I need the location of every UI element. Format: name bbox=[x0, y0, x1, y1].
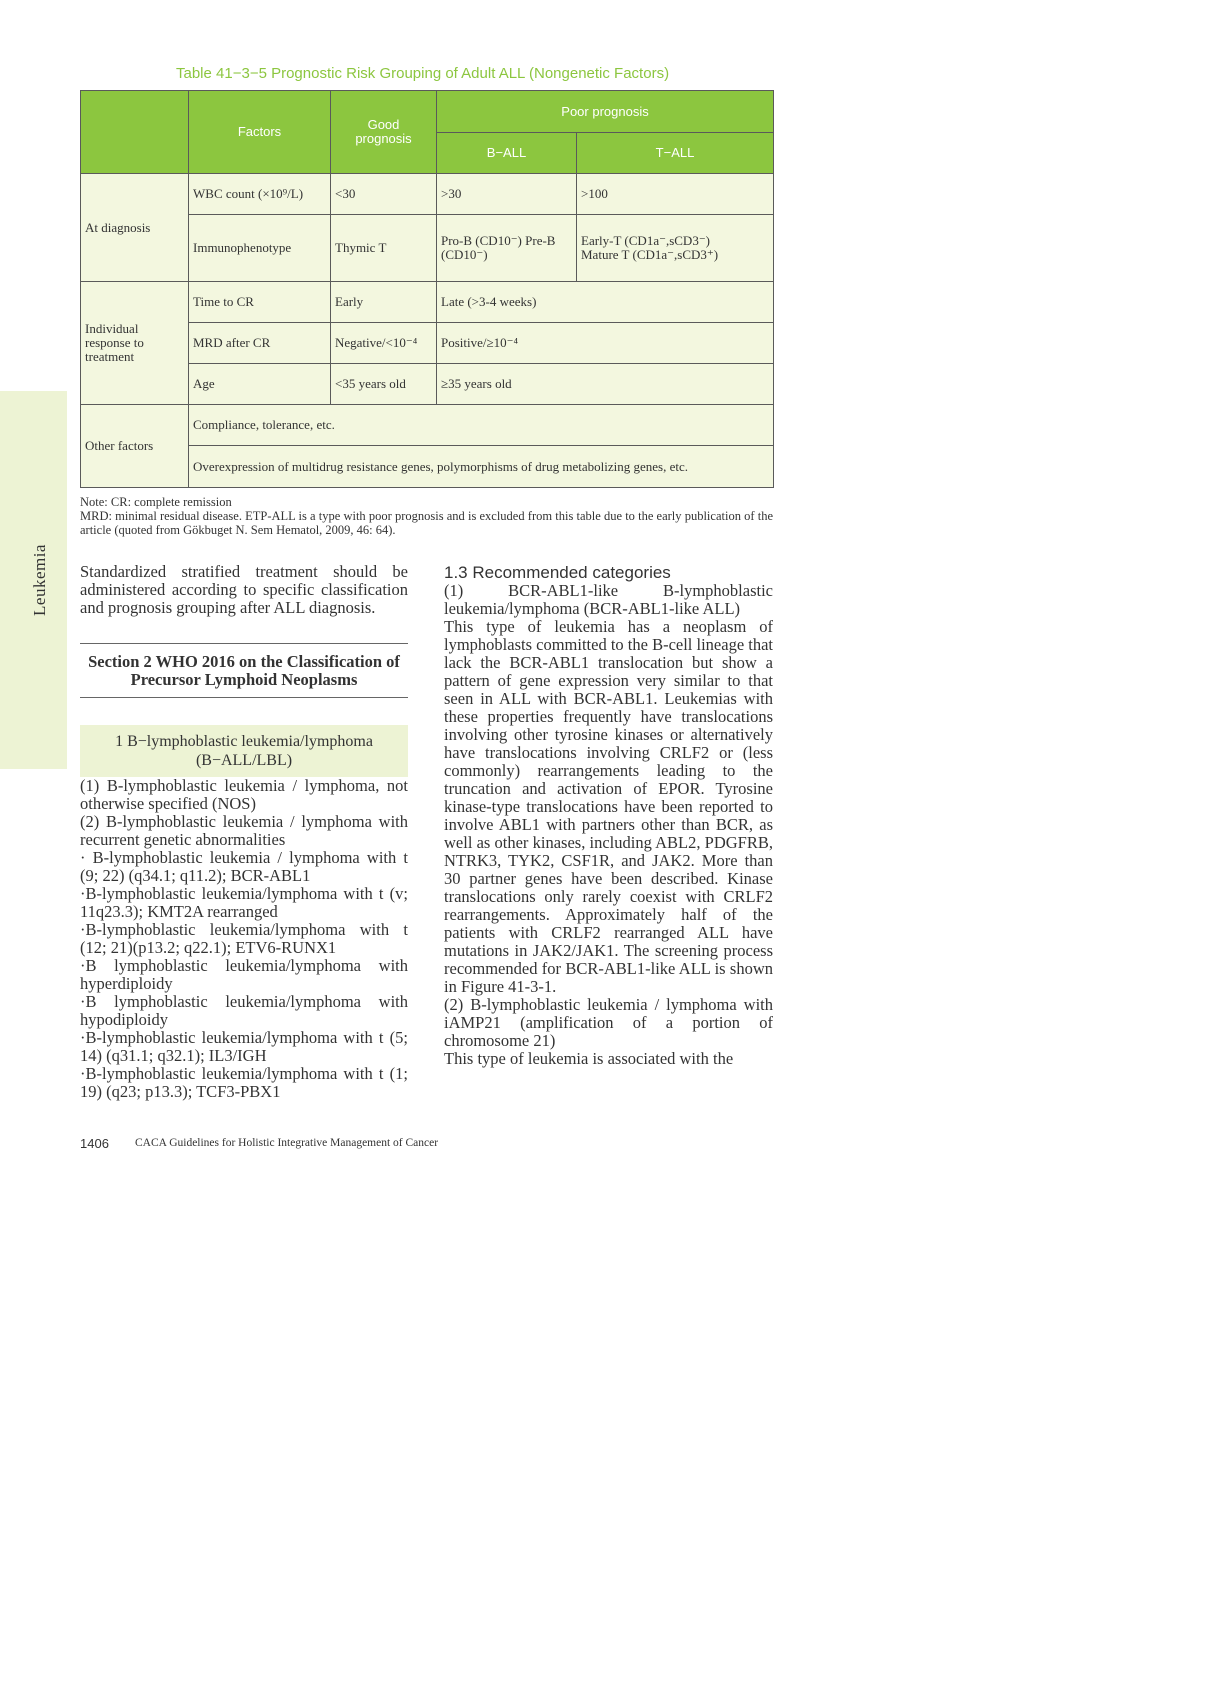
factor-mrd: MRD after CR bbox=[189, 323, 331, 364]
other-overexpression: Overexpression of multidrug resistance genes, polymorphisms of drug metabolizing genes, etc. bbox=[189, 446, 774, 488]
subsection-title: 1 B−lymphoblastic leukemia/lymphoma (B−ALL/LBL) bbox=[115, 733, 373, 769]
good-mrd: Negative/<10⁻⁴ bbox=[331, 323, 437, 364]
header-factors: Factors bbox=[189, 91, 331, 174]
list-item: ·B-lymphoblastic leukemia/lymphoma with t (1; 19) (q23; p13.3); TCF3-PBX1 bbox=[80, 1064, 408, 1101]
header-poor-prognosis: Poor prognosis bbox=[437, 91, 774, 133]
side-label: Leukemia bbox=[30, 544, 49, 616]
recommended-categories-heading: 1.3 Recommended categories bbox=[444, 563, 671, 582]
right-column bbox=[444, 563, 773, 1068]
ball-wbc: >30 bbox=[437, 174, 577, 215]
group-individual-response: Individual response to treatment bbox=[81, 282, 189, 405]
header-b-all: B−ALL bbox=[437, 133, 577, 174]
list-item: ·B-lymphoblastic leukemia/lymphoma with t (12; 21)(p13.2; q22.1); ETV6-RUNX1 bbox=[80, 920, 408, 957]
factor-wbc: WBC count (×10⁹/L) bbox=[189, 174, 331, 215]
factor-age: Age bbox=[189, 364, 331, 405]
subsection-title-box bbox=[80, 725, 408, 777]
note-line-1: Note: CR: complete remission bbox=[80, 495, 232, 509]
group-other-factors: Other factors bbox=[81, 405, 189, 488]
group-at-diagnosis: At diagnosis bbox=[81, 174, 189, 282]
other-compliance: Compliance, tolerance, etc. bbox=[189, 405, 774, 446]
list-item: ·B lymphoblastic leukemia/lymphoma with hyperdiploidy bbox=[80, 956, 408, 993]
header-t-all: T−ALL bbox=[577, 133, 774, 174]
list-item: ·B-lymphoblastic leukemia/lymphoma with t (5; 14) (q31.1; q32.1); IL3/IGH bbox=[80, 1028, 408, 1065]
tall-immunophenotype bbox=[577, 215, 774, 282]
bcr-abl1-like-subheading: (1) BCR-ABL1-like B-lymphoblastic leukemia/lymphoma (BCR-ABL1-like ALL) bbox=[444, 581, 773, 618]
left-column-intro bbox=[80, 563, 408, 617]
header-blank bbox=[81, 91, 189, 174]
list-item: (2) B-lymphoblastic leukemia / lymphoma with recurrent genetic abnormalities bbox=[80, 812, 408, 849]
header-good-prognosis: Good prognosis bbox=[331, 91, 437, 174]
table-note bbox=[80, 495, 773, 537]
poor-time-to-cr: Late (>3-4 weeks) bbox=[437, 282, 774, 323]
tall-wbc: >100 bbox=[577, 174, 774, 215]
note-line-2: MRD: minimal residual disease. ETP-ALL is a type with poor prognosis and is excluded from this table due to the early publication of the article (quoted from Gökbuget N. Sem Hematol, 2009, 46: 64). bbox=[80, 509, 773, 537]
good-time-to-cr: Early bbox=[331, 282, 437, 323]
section-divider-bottom bbox=[80, 697, 408, 698]
iamp21-paragraph: This type of leukemia is associated with the bbox=[444, 1049, 734, 1068]
poor-mrd: Positive/≥10⁻⁴ bbox=[437, 323, 774, 364]
list-item: ·B-lymphoblastic leukemia/lymphoma with t (v; 11q23.3); KMT2A rearranged bbox=[80, 884, 408, 921]
bcr-abl1-like-paragraph: This type of leukemia has a neoplasm of lymphoblasts committed to the B-cell lineage that lack the BCR-ABL1 translocation but show a pattern of gene expression very similar to that seen in ALL with BCR-ABL1. Leukemias with these properties frequently have translocations involving other tyrosine kinases or alternatively have translocations involving CRLF2 or (less commonly) rearrangements leading to the truncation and activation of EPOR. Tyrosine kinase-type translocations have been reported to involve ABL1 with partners other than BCR, as well as other kinases, including ABL2, PDGFRB, NTRK3, TYK2, CSF1R, and JAK2. More than 30 partner genes have been described. Kinase translocations only rarely coexist with CRLF2 rearrangements. Approximately half of the patients with CRLF2 rearranged ALL have mutations in JAK2/JAK1. The screening process recommended for BCR-ABL1-like ALL is shown in Figure 41-3-1. bbox=[444, 617, 774, 996]
good-age: <35 years old bbox=[331, 364, 437, 405]
tall-mature-t: Mature T (CD1a⁻,sCD3⁺) bbox=[581, 247, 719, 262]
factor-immunophenotype: Immunophenotype bbox=[189, 215, 331, 282]
section-title: Section 2 WHO 2016 on the Classification of Precursor Lymphoid Neoplasms bbox=[88, 652, 400, 689]
tall-early-t: Early-T (CD1a⁻,sCD3⁻) bbox=[581, 233, 711, 248]
good-immunophenotype: Thymic T bbox=[331, 215, 437, 282]
prognostic-risk-table bbox=[80, 90, 774, 488]
ball-immunophenotype: Pro-B (CD10⁻) Pre-B (CD10⁻) bbox=[437, 215, 577, 282]
table-caption: Table 41−3−5 Prognostic Risk Grouping of Adult ALL (Nongenetic Factors) bbox=[176, 65, 670, 82]
poor-age: ≥35 years old bbox=[437, 364, 774, 405]
iamp21-subheading: (2) B-lymphoblastic leukemia / lymphoma with iAMP21 (amplification of a portion of chromosome 21) bbox=[444, 995, 773, 1050]
page-number: 1406 bbox=[80, 1136, 109, 1151]
factor-time-to-cr: Time to CR bbox=[189, 282, 331, 323]
list-item: (1) B-lymphoblastic leukemia / lymphoma, not otherwise specified (NOS) bbox=[80, 776, 408, 813]
list-item: ·B lymphoblastic leukemia/lymphoma with hypodiploidy bbox=[80, 992, 408, 1029]
footer-title: CACA Guidelines for Holistic Integrative Management of Cancer bbox=[135, 1137, 439, 1149]
section-divider-top bbox=[80, 643, 408, 644]
classification-list bbox=[80, 777, 408, 1101]
good-wbc: <30 bbox=[331, 174, 437, 215]
intro-paragraph: Standardized stratified treatment should be administered according to specific classification and prognosis grouping after ALL diagnosis. bbox=[80, 562, 408, 617]
list-item: · B-lymphoblastic leukemia / lymphoma with t (9; 22) (q34.1; q11.2); BCR-ABL1 bbox=[80, 848, 408, 885]
